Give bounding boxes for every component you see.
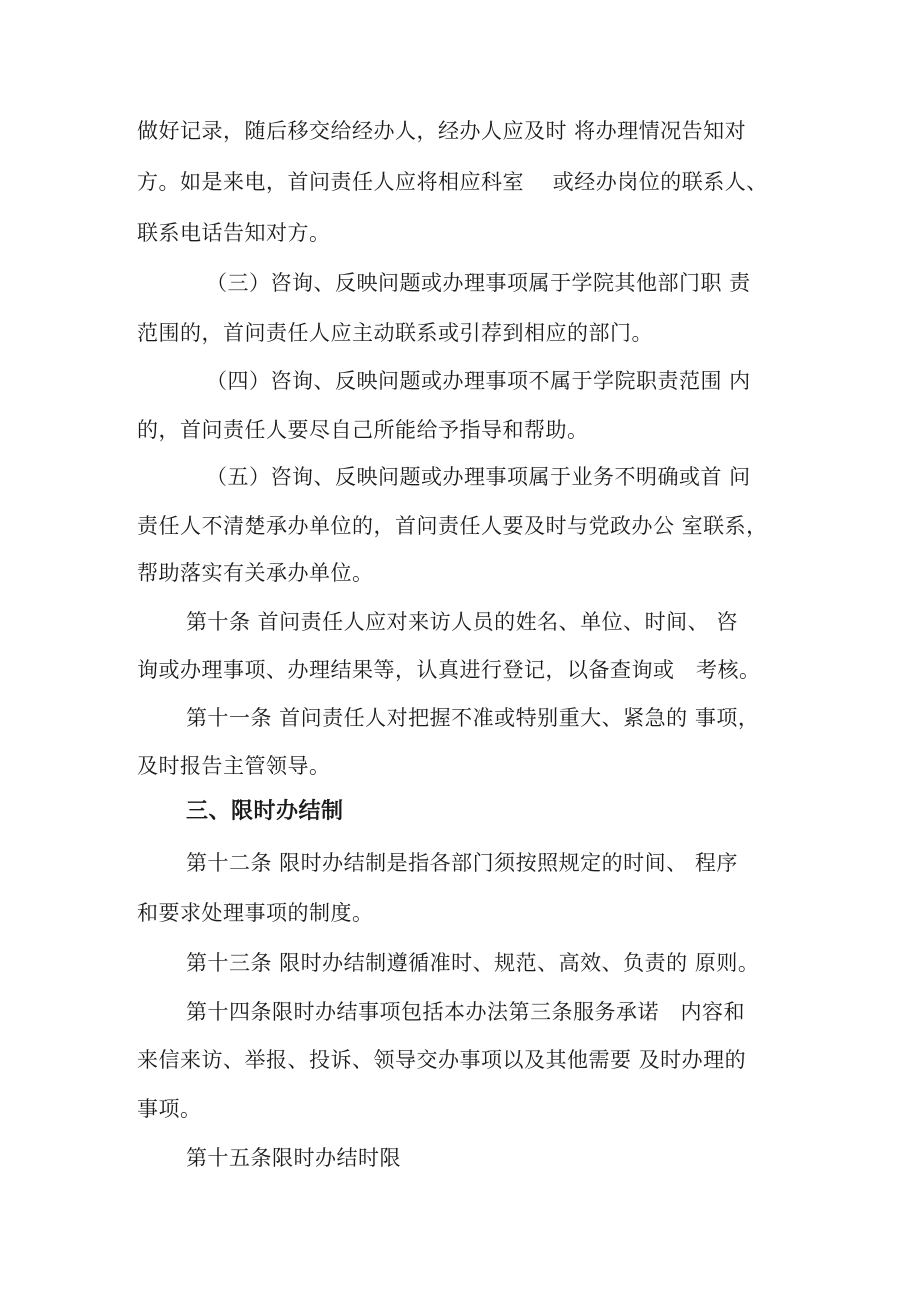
- paragraph-line: 的，首问责任人要尽自己所能给予指导和帮助。: [137, 418, 589, 442]
- paragraph-line: 和要求处理事项的制度。: [137, 901, 374, 925]
- paragraph-line: 事项。: [137, 1097, 202, 1121]
- paragraph-line: 范围的，首问责任人应主动联系或引荐到相应的部门。: [137, 321, 653, 345]
- paragraph-line: （四）咨询、反映问题或办理事项不属于学院职责范围 内: [206, 369, 751, 393]
- section-heading: 三、限时办结制: [186, 799, 344, 824]
- paragraph-line: 及时报告主管领导。: [137, 754, 331, 778]
- paragraph-line: 方。如是来电，首问责任人应将相应科室 或经办岗位的联系人、: [137, 170, 768, 194]
- paragraph-line: 第十五条限时办结时限: [186, 1146, 401, 1170]
- paragraph-line: 第十三条 限时办结制遵循准时、规范、高效、负责的 原则。: [186, 951, 760, 975]
- paragraph-line: 第十二条 限时办结制是指各部门须按照规定的时间、 程序: [186, 851, 738, 875]
- paragraph-line: 询或办理事项、办理结果等，认真进行登记，以备查询或 考核。: [137, 658, 761, 682]
- paragraph-line: 联系电话告知对方。: [137, 221, 331, 245]
- paragraph-line: （三）咨询、反映问题或办理事项属于学院其他部门职 责: [206, 271, 751, 295]
- paragraph-line: 第十四条限时办结事项包括本办法第三条服务承诺 内容和: [186, 1000, 746, 1024]
- paragraph-line: 第十一条 首问责任人对把握不准或特别重大、紧急的 事项，: [186, 706, 760, 730]
- paragraph-line: 责任人不清楚承办单位的，首问责任人要及时与党政办公 室联系，: [137, 514, 768, 538]
- paragraph-line: （五）咨询、反映问题或办理事项属于业务不明确或首 问: [206, 465, 751, 489]
- paragraph-line: 帮助落实有关承办单位。: [137, 561, 374, 585]
- paragraph-line: 第十条 首问责任人应对来访人员的姓名、单位、时间、 咨: [186, 610, 738, 634]
- paragraph-line: 来信来访、举报、投诉、领导交办事项以及其他需要 及时办理的: [137, 1048, 747, 1072]
- paragraph-line: 做好记录，随后移交给经办人，经办人应及时 将办理情况告知对: [137, 119, 747, 143]
